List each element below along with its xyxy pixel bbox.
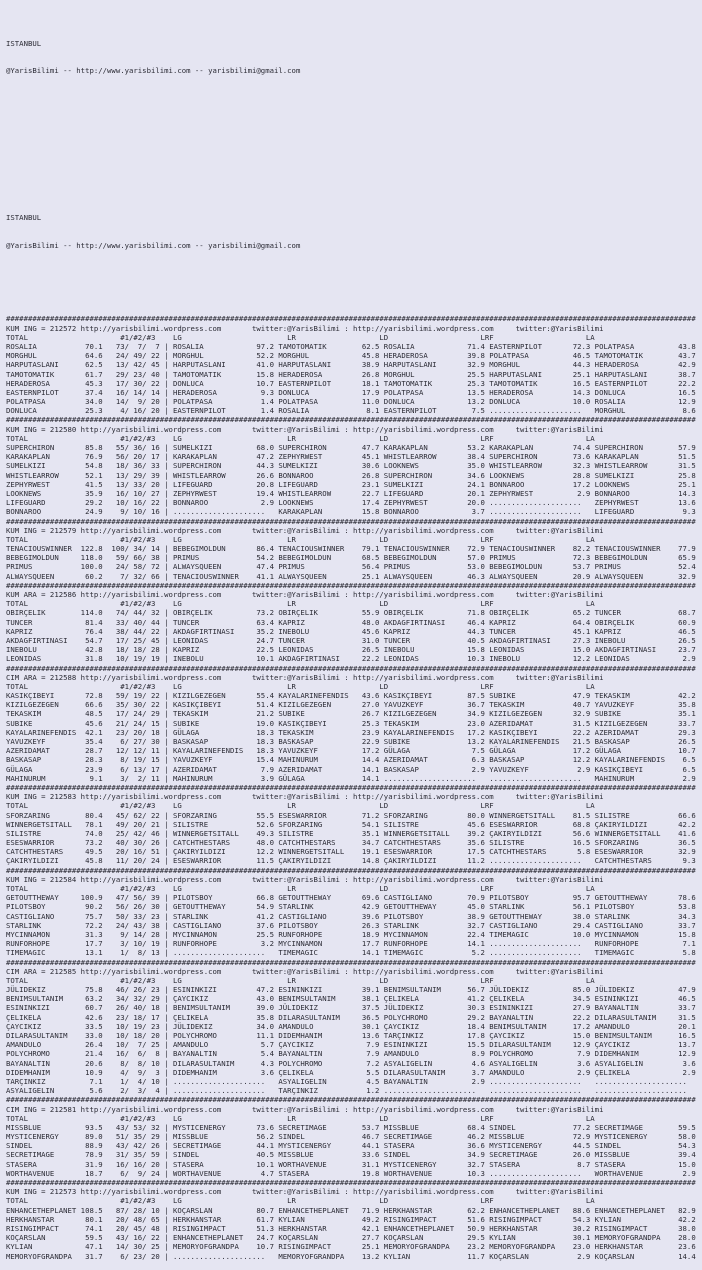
separator-line: #############################################################################################################################################################	[6, 516, 696, 526]
separator-line: #############################################################################################################################################################	[6, 1095, 696, 1105]
table-row: LEONIDAS 31.8 10/ 19/ 19 | INEBOLU 10.1 AKDAGFIRTINASI 22.2 LEONIDAS 10.3 INEBOLU 12.2 LEONIDAS 2.9	[6, 654, 696, 664]
table-row: BEBEGIMOLDUN 118.0 59/ 66/ 38 | PRIMUS 54.2 BEBEGIMOLDUN 68.5 BEBEGIMOLDUN 57.0 PRIMUS 72.3 BEBEGIMOLDUN 65.9	[6, 553, 696, 563]
column-header-line: TOTAL #1/#2/#3 LG LR LD LRF LA	[6, 1113, 595, 1123]
table-row: INEBOLU 42.8 18/ 18/ 28 | KAPRIZ 22.5 LEONIDAS 26.5 INEBOLU 15.8 LEONIDAS 15.0 AKDAGFIRTINASI 23.7	[6, 645, 696, 655]
table-row: POLYCHROMO 21.4 16/ 6/ 8 | BAYANALTIN 5.4 BAYANALTIN 7.9 AMANDULO 8.9 POLYCHROMO 7.9 DIDEMHANIM 12.9	[6, 1049, 696, 1059]
table-row: YAVUZKEYF 35.4 6/ 27/ 30 | BASKASAP 18.3 BASKASAP 22.9 SUBIKE 13.2 KAYALARINEFENDIS 21.5 BASKASAP 26.5	[6, 737, 696, 746]
race-block	[6, 866, 702, 958]
race-block	[6, 517, 702, 581]
block-title-line: KUM ING = 212572 http://yarisbilimi.wordpress.com twitter:@YarisBilimi : http://yarisbilimi.wordpress.com twitter:@YarisBilimi	[6, 323, 604, 333]
table-row: PILOTSBOY 90.2 56/ 26/ 30 | GETOUTTHEWAY 54.9 STARLINK 42.9 GETOUTTHEWAY 45.0 STARLINK 56.1 PILOTSBOY 53.8	[6, 902, 696, 912]
table-row: MISSBLUE 93.5 43/ 53/ 32 | MYSTICENERGY 73.6 SECRETIMAGE 53.7 MISSBLUE 68.4 SINDEL 77.2 SECRETIMAGE 59.5	[6, 1122, 696, 1132]
table-row: ESESWARRIOR 73.2 40/ 30/ 26 | CATCHTHESTARS 48.0 CATCHTHESTARS 34.7 CATCHTHESTARS 35.6 SILISTRE 16.5 SFORZARING 36.5	[6, 838, 696, 848]
race-block	[6, 958, 702, 1096]
table-row: BASKASAP 28.3 8/ 19/ 15 | YAVUZKEYF 15.4 MAHINURUM 14.4 AZERIDAMAT 6.3 BASKASAP 12.2 KAYALARINEFENDIS 6.5	[6, 755, 696, 765]
block-title-line: KUM ING = 212579 http://yarisbilimi.wordpress.com twitter:@YarisBilimi : http://yarisbilimi.wordpress.com twitter:@YarisBilimi	[6, 525, 604, 535]
separator-line: #############################################################################################################################################################	[6, 865, 696, 875]
separator-line: #############################################################################################################################################################	[6, 314, 696, 324]
table-row: ASYALIGELIN 5.6 2/ 3/ 4 | ..................... TARÇINKIZ 1.2 ..................... ..................... .....................	[6, 1086, 696, 1096]
table-row: ESININKIZI 60.7 26/ 40/ 18 | BENIMSULTANIM 39.0 JÜLIDEKIZ 37.5 JÜLIDEKIZ 30.3 ESININKIZI 27.9 BAYANALTIN 33.7	[6, 1003, 696, 1013]
separator-line: #############################################################################################################################################################	[6, 957, 696, 967]
table-row: ÇAYCIKIZ 33.5 10/ 19/ 23 | JÜLIDEKIZ 34.0 AMANDULO 30.1 ÇAYCIKIZ 18.4 BENIMSULTANIM 17.2 AMANDULO 20.1	[6, 1021, 696, 1031]
table-row: TIMEMAGIC 13.1 1/ 8/ 13 | ..................... TIMEMAGIC 14.1 TIMEMAGIC 5.2 ..................... TIMEMAGIC 5.8	[6, 948, 696, 958]
table-row: KYLIAN 47.1 14/ 30/ 25 | MEMORYOFGRANDPA 10.7 RISINGIMPACT 25.1 MEMORYOFGRANDPA 23.2 MEMORYOFGRANDPA 23.0 HERKHANSTAR 23.6	[6, 1242, 696, 1252]
table-row: HERADEROSA 45.3 17/ 30/ 22 | DONLUCA 10.7 EASTERNPILOT 18.1 TAMOTOMATIK 25.3 TAMOTOMATIK 16.5 EASTERNPILOT 22.2	[6, 378, 696, 388]
race-block	[6, 415, 702, 516]
table-row: KARAKAPLAN 76.9 56/ 20/ 17 | KARAKAPLAN 47.2 ZEPHYRWEST 45.1 WHISTLEARROW 38.4 SUPERCHIRON 73.6 KARAKAPLAN 51.5	[6, 452, 696, 462]
table-row: DILARASULTANIM 33.0 10/ 18/ 20 | POLYCHROMO 11.1 DIDEMHANIM 13.6 TARÇINKIZ 17.8 ÇAYCIKIZ 15.0 BENIMSULTANIM 16.5	[6, 1031, 696, 1040]
separator-line: #############################################################################################################################################################	[6, 580, 696, 590]
table-row: MYSTICENERGY 89.0 51/ 35/ 29 | MISSBLUE 56.2 SINDEL 46.7 SECRETIMAGE 46.2 MISSBLUE 72.9 MYSTICENERGY 58.0	[6, 1132, 696, 1142]
table-row: STARLINK 72.2 24/ 43/ 38 | CASTIGLIANO 37.6 PILOTSBOY 26.3 STARLINK 32.7 CASTIGLIANO 29.4 CASTIGLIANO 33.7	[6, 920, 696, 930]
block-title-line: KUM ING = 212573 http://yarisbilimi.wordpress.com twitter:@YarisBilimi : http://yarisbilimi.wordpress.com twitter:@YarisBilimi	[6, 1187, 604, 1197]
table-row: SECRETIMAGE 78.9 31/ 35/ 59 | SINDEL 40.5 MISSBLUE 33.6 SINDEL 34.9 SECRETIMAGE 26.0 MISSBLUE 39.4	[6, 1150, 696, 1160]
table-row: AZERIDAMAT 28.7 12/ 12/ 11 | KAYALARINEFENDIS 18.3 YAVUZKEYF 17.2 GÜLAGA 7.5 GÜLAGA 17.2 GÜLAGA 10.7	[6, 746, 696, 756]
contact-line: @YarisBilimi -- http://www.yarisbilimi.com -- yarisbilimi@gmail.com	[6, 240, 301, 250]
doc-header-top	[6, 20, 702, 176]
blank-line	[6, 149, 702, 158]
table-row: PRIMUS 100.0 24/ 58/ 72 | ALWAYSQUEEN 47.4 PRIMUS 56.4 PRIMUS 53.0 BEBEGIMOLDUN 53.7 PRIMUS 52.4	[6, 562, 696, 572]
doc-header-repeat	[6, 195, 702, 296]
separator-line: #############################################################################################################################################################	[6, 663, 696, 673]
separator-line: #############################################################################################################################################################	[6, 1178, 696, 1187]
block-title-line: CIM ARA = 212588 http://yarisbilimi.wordpress.com twitter:@YarisBilimi : http://yarisbilimi.wordpress.com twitter:@YarisBilimi	[6, 672, 604, 682]
table-row: DIDEMHANIM 10.9 4/ 9/ 3 | DIDEMHANIM 3.6 ÇELIKELA 5.5 DILARASULTANIM 3.7 AMANDULO 2.9 ÇELIKELA 2.9	[6, 1067, 696, 1077]
column-header-line: TOTAL #1/#2/#3 LG LR LD LRF LA	[6, 1196, 595, 1206]
table-row: ALWAYSQUEEN 60.2 7/ 32/ 66 | TENACIOUSWINNER 41.1 ALWAYSQUEEN 25.1 ALWAYSQUEEN 46.3 ALWAYSQUEEN 20.9 ALWAYSQUEEN 32.9	[6, 571, 696, 581]
race-block	[6, 783, 702, 866]
table-row: ROSALIA 70.1 73/ 7/ 7 | ROSALIA 97.2 TAMOTOMATIK 62.5 ROSALIA 71.4 EASTERNPILOT 72.3 POLATPASA 43.8	[6, 341, 696, 351]
block-title-line: KUM ING = 212580 http://yarisbilimi.wordpress.com twitter:@YarisBilimi : http://yarisbilimi.wordpress.com twitter:@YarisBilimi	[6, 424, 604, 434]
table-row: TUNCER 81.4 33/ 40/ 44 | TUNCER 63.4 KAPRIZ 48.0 AKDAGFIRTINASI 46.4 KAPRIZ 64.4 OBIRÇELIK 60.9	[6, 617, 696, 627]
table-row: WORTHAVENUE 18.7 6/ 9/ 24 | WORTHAVENUE 4.7 STASERA 19.8 WORTHAVENUE 10.3 ..................... WORTHAVENUE 2.9	[6, 1168, 696, 1178]
table-row: SUBIKE 45.6 21/ 24/ 15 | SUBIKE 19.0 KASIKÇIBEYI 25.3 TEKASKIM 23.0 AZERIDAMAT 31.5 KIZILGEZEGEN 33.7	[6, 718, 696, 728]
table-row: SUMELKIZI 54.8 18/ 36/ 33 | SUPERCHIRON 44.3 SUMELKIZI 30.6 LOOKNEWS 35.0 WHISTLEARROW 32.3 WHISTLEARROW 31.5	[6, 461, 696, 471]
table-row: EASTERNPILOT 37.4 16/ 14/ 14 | HERADEROSA 9.3 DONLUCA 17.9 POLATPASA 13.5 HERADEROSA 14.3 DONLUCA 16.5	[6, 387, 696, 397]
race-block	[6, 664, 702, 783]
column-header-line: TOTAL #1/#2/#3 LG LR LD LRF LA	[6, 534, 595, 544]
table-row: BAYANALTIN 20.6 8/ 8/ 10 | DILARASULTANIM 4.3 POLYCHROMO 7.2 ASYALIGELIN 4.6 ASYALIGELIN 3.6 ASYALIGELIN 3.6	[6, 1058, 696, 1068]
table-row: MORGHUL 64.6 24/ 49/ 22 | MORGHUL 52.2 MORGHUL 45.8 HERADEROSA 39.8 POLATPASA 46.5 TAMOTOMATIK 43.7	[6, 351, 696, 361]
separator-line: #############################################################################################################################################################	[6, 415, 696, 425]
race-block	[6, 1178, 702, 1261]
table-row: WINNERGETSITALL 78.1 49/ 20/ 21 | SILISTRE 52.6 SFORZARING 54.1 SILISTRE 45.6 ESESWARRIOR 68.8 ÇAKIRYILDIZI 42.2	[6, 819, 696, 829]
table-row: ÇAKIRYILDIZI 45.8 11/ 20/ 24 | ESESWARRIOR 11.5 ÇAKIRYILDIZI 14.8 ÇAKIRYILDIZI 11.2 ..................... CATCHTHESTARS 9.3	[6, 856, 696, 866]
table-row: CATCHTHESTARS 49.5 20/ 16/ 51 | ÇAKIRYILDIZI 12.2 WINNERGETSITALL 19.1 ESESWARRIOR 17.5 CATCHTHESTARS 5.8 ESESWARRIOR 32.9	[6, 847, 696, 857]
table-row: AKDAGFIRTINASI 54.7 17/ 25/ 45 | LEONIDAS 24.7 TUNCER 31.0 TUNCER 40.5 AKDAGFIRTINASI 27.3 INEBOLU 26.5	[6, 635, 696, 645]
table-row: TARÇINKIZ 7.1 1/ 4/ 10 | ..................... ASYALIGELIN 4.5 BAYANALTIN 2.9 ..................... .....................	[6, 1076, 696, 1086]
table-row: HARPUTASLANI 62.5 13/ 42/ 45 | HARPUTASLANI 41.0 HARPUTASLANI 38.9 HARPUTASLANI 32.9 MORGHUL 44.3 HERADEROSA 42.9	[6, 360, 696, 370]
race-blocks	[6, 314, 702, 1260]
blank-line	[6, 94, 702, 103]
table-row: ENHANCETHEPLANET 108.5 87/ 28/ 10 | KOÇARSLAN 80.7 ENHANCETHEPLANET 71.9 HERKHANSTAR 62.2 ENHANCETHEPLANET 88.6 ENHANCETHEPLANET 82.9	[6, 1205, 696, 1215]
table-row: BENIMSULTANIM 63.2 34/ 32/ 29 | ÇAYCIKIZ 43.0 BENIMSULTANIM 38.1 ÇELIKELA 41.2 ÇELIKELA 34.5 ESININKIZI 46.5	[6, 994, 696, 1004]
table-row: TENACIOUSWINNER 122.8 100/ 34/ 14 | BEBEGIMOLDUN 86.4 TENACIOUSWINNER 79.1 TENACIOUSWINNER 72.9 TENACIOUSWINNER 82.2 TENACIOUSWINNER 77.9	[6, 544, 696, 554]
table-row: TEKASKIM 48.5 17/ 24/ 29 | TEKASKIM 21.2 SUBIKE 26.7 KIZILGEZEGEN 34.9 KIZILGEZEGEN 32.9 SUBIKE 35.1	[6, 709, 696, 719]
location-title: ISTANBUL	[6, 38, 42, 48]
table-row: DONLUCA 25.3 4/ 16/ 20 | EASTERNPILOT 1.4 ROSALIA 8.1 EASTERNPILOT 7.5 ..................... MORGHUL 8.6	[6, 406, 696, 416]
table-row: ZEPHYRWEST 41.5 13/ 33/ 20 | LIFEGUARD 20.8 LIFEGUARD 23.1 SUMELKIZI 24.1 BONNAROO 17.2 LOOKNEWS 25.1	[6, 479, 696, 489]
contact-line: @YarisBilimi -- http://www.yarisbilimi.com -- yarisbilimi@gmail.com	[6, 66, 301, 76]
table-row: MEMORYOFGRANDPA 31.7 6/ 23/ 20 | ..................... MEMORYOFGRANDPA 13.2 KYLIAN 11.7 KOÇARSLAN 2.9 KOÇARSLAN 14.4	[6, 1251, 696, 1261]
table-row: KASIKÇIBEYI 72.8 59/ 19/ 22 | KIZILGEZEGEN 55.4 KAYALARINEFENDIS 43.6 KASIKÇIBEYI 87.5 SUBIKE 47.9 TEKASKIM 42.2	[6, 691, 696, 701]
race-block	[6, 314, 702, 415]
blank-line	[6, 268, 702, 277]
table-row: HERKHANSTAR 80.1 20/ 48/ 65 | HERKHANSTAR 61.7 KYLIAN 49.2 RISINGIMPACT 51.6 RISINGIMPACT 54.3 KYLIAN 42.2	[6, 1214, 696, 1224]
table-row: OBIRÇELIK 114.0 74/ 44/ 32 | OBIRÇELIK 73.2 OBIRÇELIK 55.9 OBIRÇELIK 71.8 OBIRÇELIK 65.2 TUNCER 68.7	[6, 608, 696, 618]
table-row: MYCINNAMON 31.3 9/ 14/ 28 | MYCINNAMON 25.5 RUNFORHOPE 18.9 MYCINNAMON 22.4 TIMEMAGIC 10.0 MYCINNAMON 15.8	[6, 929, 696, 939]
column-header-line: TOTAL #1/#2/#3 LG LR LD LRF LA	[6, 801, 595, 811]
race-block	[6, 581, 702, 664]
table-row: JÜLIDEKIZ 75.8 46/ 26/ 23 | ESININKIZI 47.2 ESININKIZI 39.1 BENIMSULTANIM 56.7 JÜLIDEKIZ 85.0 JÜLIDEKIZ 47.9	[6, 985, 696, 995]
column-header-line: TOTAL #1/#2/#3 LG LR LD LRF LA	[6, 433, 595, 443]
table-row: SUPERCHIRON 85.8 55/ 36/ 16 | SUMELKIZI 68.0 SUPERCHIRON 47.7 KARAKAPLAN 53.2 KARAKAPLAN 74.4 SUPERCHIRON 57.9	[6, 443, 696, 452]
table-row: RISINGIMPACT 74.1 20/ 45/ 48 | RISINGIMPACT 51.3 HERKHANSTAR 42.1 ENHANCETHEPLANET 50.9 HERKHANSTAR 30.2 RISINGIMPACT 38.0	[6, 1223, 696, 1233]
table-row: AMANDULO 26.4 10/ 7/ 25 | AMANDULO 5.7 ÇAYCIKIZ 7.9 ESININKIZI 15.5 DILARASULTANIM 12.9 ÇAYCIKIZ 13.7	[6, 1040, 696, 1050]
table-row: BONNAROO 24.9 9/ 10/ 16 | ..................... KARAKAPLAN 15.8 BONNAROO 3.7 ..................... LIFEGUARD 9.3	[6, 507, 696, 517]
table-row: KIZILGEZEGEN 66.6 35/ 30/ 22 | KASIKÇIBEYI 51.4 KIZILGEZEGEN 27.0 YAVUZKEYF 36.7 TEKASKIM 40.7 YAVUZKEYF 35.8	[6, 700, 696, 710]
table-row: STASERA 31.9 16/ 16/ 20 | STASERA 10.1 WORTHAVENUE 31.1 MYSTICENERGY 32.7 STASERA 8.7 STASERA 15.0	[6, 1159, 696, 1169]
block-title-line: KUM ARA = 212586 http://yarisbilimi.wordpress.com twitter:@YarisBilimi : http://yarisbilimi.wordpress.com twitter:@YarisBilimi	[6, 590, 604, 599]
race-block	[6, 1095, 702, 1178]
table-row: SINDEL 88.9 43/ 42/ 26 | SECRETIMAGE 44.1 MYSTICENERGY 44.1 STASERA 36.6 MYSTICENERGY 44.5 SINDEL 54.3	[6, 1141, 696, 1151]
block-title-line: CIM ING = 212581 http://yarisbilimi.wordpress.com twitter:@YarisBilimi : http://yarisbilimi.wordpress.com twitter:@YarisBilimi	[6, 1104, 604, 1114]
table-row: RUNFORHOPE 17.7 3/ 10/ 19 | RUNFORHOPE 3.2 MYCINNAMON 17.7 RUNFORHOPE 14.1 ..................... RUNFORHOPE 7.1	[6, 939, 696, 949]
table-row: GÜLAGA 23.9 6/ 13/ 17 | AZERIDAMAT 7.9 AZERIDAMAT 14.1 BASKASAP 2.9 YAVUZKEYF 2.9 KASIKÇIBEYI 6.5	[6, 764, 696, 774]
column-header-line: TOTAL #1/#2/#3 LG LR LD LRF LA	[6, 884, 595, 893]
table-row: KAPRIZ 76.4 38/ 44/ 22 | AKDAGFIRTINASI 35.2 INEBOLU 45.6 KAPRIZ 44.3 TUNCER 45.1 KAPRIZ 46.5	[6, 626, 696, 636]
table-row: TAMOTOMATIK 61.7 29/ 23/ 40 | TAMOTOMATIK 15.8 HERADEROSA 26.8 MORGHUL 25.5 HARPUTASLANI 25.1 HARPUTASLANI 38.7	[6, 369, 696, 379]
table-row: CASTIGLIANO 75.7 50/ 33/ 23 | STARLINK 41.2 CASTIGLIANO 39.6 PILOTSBOY 38.9 GETOUTTHEWAY 38.0 STARLINK 34.3	[6, 911, 696, 921]
blank-line	[6, 121, 702, 130]
column-header-line: TOTAL #1/#2/#3 LG LR LD LRF LA	[6, 332, 595, 342]
column-header-line: TOTAL #1/#2/#3 LG LR LD LRF LA	[6, 681, 595, 691]
column-header-line: TOTAL #1/#2/#3 LG LR LD LRF LA	[6, 599, 595, 609]
table-row: KAYALARINEFENDIS 42.1 23/ 20/ 18 | GÜLAGA 18.3 TEKASKIM 23.9 KAYALARINEFENDIS 17.2 KASIKÇIBEYI 22.2 AZERIDAMAT 29.3	[6, 727, 696, 737]
location-title: ISTANBUL	[6, 213, 42, 223]
table-row: SILISTRE 74.0 25/ 42/ 46 | WINNERGETSITALL 49.3 SILISTRE 35.1 WINNERGETSITALL 39.2 ÇAKIRYILDIZI 56.6 WINNERGETSITALL 41.6	[6, 828, 696, 838]
table-row: MAHINURUM 9.1 3/ 2/ 11 | MAHINURUM 3.9 GÜLAGA 14.1 ..................... ..................... MAHINURUM 2.9	[6, 773, 696, 783]
table-row: LIFEGUARD 29.2 10/ 16/ 22 | BONNAROO 2.9 LOOKNEWS 17.4 ZEPHYRWEST 20.0 ..................... ZEPHYRWEST 13.6	[6, 498, 696, 508]
table-row: KOÇARSLAN 59.5 43/ 16/ 22 | ENHANCETHEPLANET 24.7 KOÇARSLAN 27.7 KOÇARSLAN 29.5 KYLIAN 30.1 MEMORYOFGRANDPA 28.0	[6, 1233, 696, 1243]
table-row: WHISTLEARROW 52.1 13/ 29/ 39 | WHISTLEARROW 26.6 BONNAROO 26.8 SUPERCHIRON 34.6 LOOKNEWS 28.8 SUMELKIZI 25.8	[6, 470, 696, 480]
block-title-line: CIM ARA = 212585 http://yarisbilimi.wordpress.com twitter:@YarisBilimi : http://yarisbilimi.wordpress.com twitter:@YarisBilimi	[6, 966, 604, 976]
table-row: POLATPASA 34.0 14/ 9/ 20 | POLATPASA 1.4 POLATPASA 11.0 DONLUCA 13.2 DONLUCA 10.0 ROSALIA 12.9	[6, 397, 696, 407]
table-row: GETOUTTHEWAY 100.9 47/ 56/ 39 | PILOTSBOY 66.8 GETOUTTHEWAY 69.6 CASTIGLIANO 70.9 PILOTSBOY 95.7 GETOUTTHEWAY 78.6	[6, 893, 696, 903]
block-title-line: KUM ING = 212583 http://yarisbilimi.wordpress.com twitter:@YarisBilimi : http://yarisbilimi.wordpress.com twitter:@YarisBilimi	[6, 792, 604, 802]
separator-line: #############################################################################################################################################################	[6, 782, 696, 792]
table-row: SFORZARING 80.4 45/ 62/ 22 | SFORZARING 55.5 ESESWARRIOR 71.2 SFORZARING 80.0 WINNERGETSITALL 81.5 SILISTRE 66.6	[6, 810, 696, 820]
table-row: LOOKNEWS 35.9 16/ 10/ 27 | ZEPHYRWEST 19.4 WHISTLEARROW 22.7 LIFEGUARD 20.1 ZEPHYRWEST 2.9 BONNAROO 14.3	[6, 488, 696, 498]
column-header-line: TOTAL #1/#2/#3 LG LR LD LRF LA	[6, 975, 595, 985]
table-row: ÇELIKELA 42.6 23/ 18/ 17 | ÇELIKELA 35.8 DILARASULTANIM 36.5 POLYCHROMO 29.2 BAYANALTIN 22.2 DILARASULTANIM 31.5	[6, 1012, 696, 1022]
block-title-line: KUM ING = 212584 http://yarisbilimi.wordpress.com twitter:@YarisBilimi : http://yarisbilimi.wordpress.com twitter:@YarisBilimi	[6, 874, 604, 884]
